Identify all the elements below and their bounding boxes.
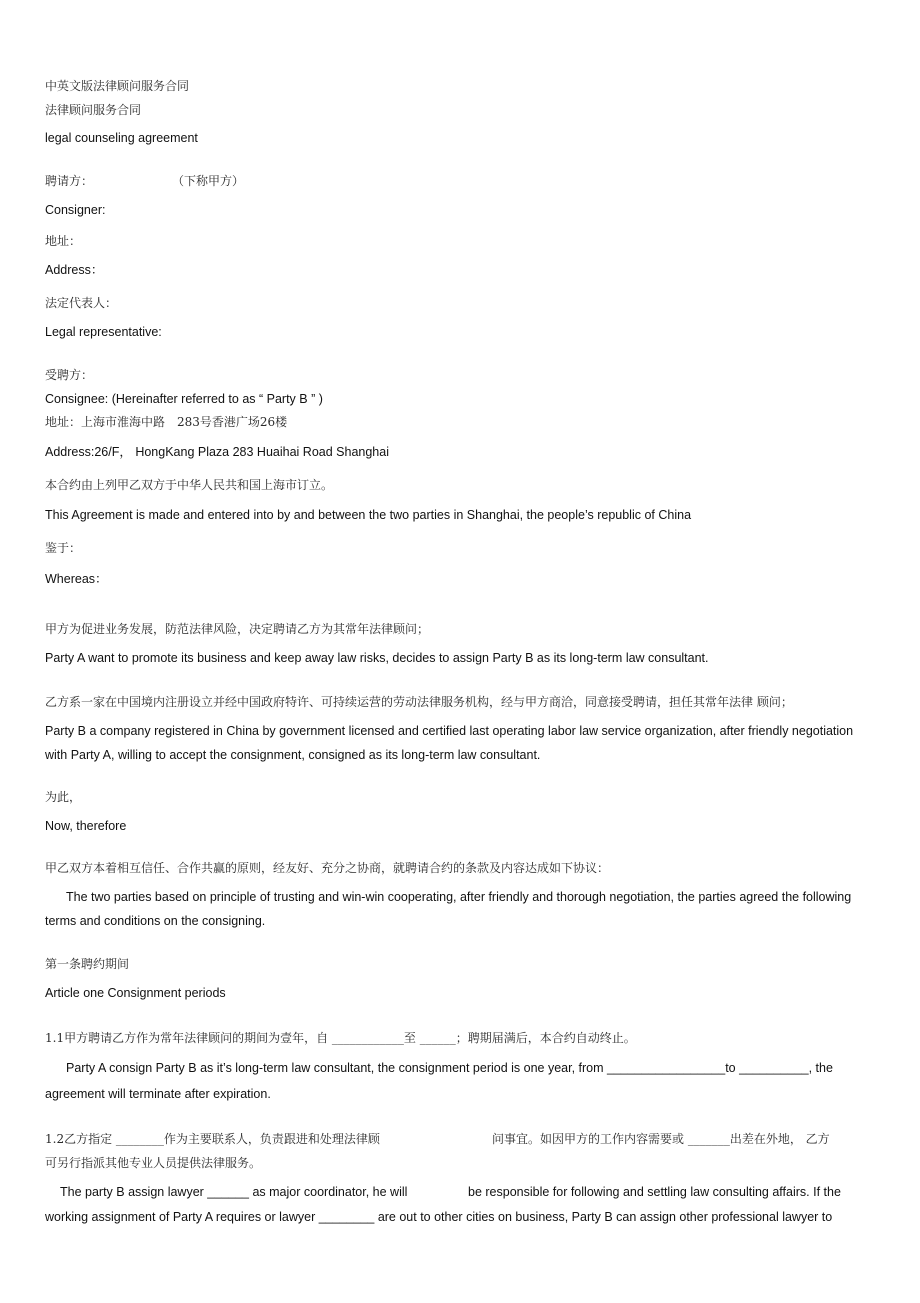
principle-en-line2: terms and conditions on the consigning. [45,914,266,928]
document-title-en: legal counseling agreement [45,131,198,145]
consignee-address-zh: 地址：上海市淮海中路 283号香港广场26楼 [45,415,288,429]
article-one-heading-zh: 第一条聘约期间 [45,957,130,971]
party-a-intent-zh: 甲方为促进业务发展，防范法律风险，决定聘请乙方为其常年法律顾问； [45,622,430,636]
clause-1-2-en-line2: working assignment of Party A requires or lawyer ________ are out to other cities on business, Party B can assign other professional lawyer to [45,1210,833,1224]
legal-rep-label-en: Legal representative: [45,325,162,339]
clause-1-2-zh-line2: 可另行指派其他专业人员提供法律服务。 [45,1156,262,1170]
article-one-heading-en: Article one Consignment periods [45,986,226,1000]
clause-1-2-en-line1-left: The party B assign lawyer ______ as major coordinator, he will [60,1185,408,1199]
party-b-intro-zh: 乙方系一家在中国境内注册设立并经中国政府特许、可持续运营的劳动法律服务机构，经与甲方商洽，同意接受聘请，担任其常年法律 顾问； [45,695,793,709]
clause-1-2-en-line1-right: be responsible for following and settling law consulting affairs. If the [468,1185,841,1199]
consigner-label-en: Consigner: [45,203,106,217]
employee-label-zh: 受聘方： [45,368,94,382]
therefore-zh: 为此， [45,790,82,804]
legal-rep-label-zh: 法定代表人： [45,296,118,310]
made-in-zh: 本合约由上列甲乙双方于中华人民共和国上海市订立。 [45,478,334,492]
employer-label-zh: 聘请方： [45,174,94,188]
clause-1-2-zh-line1-left: 1.2乙方指定 ________作为主要联系人，负责跟进和处理法律顾 [45,1132,380,1146]
clause-1-1-en-line2: agreement will terminate after expiration. [45,1087,271,1101]
clause-1-1-en-line1: Party A consign Party B as it’s long-term law consultant, the consignment period is one year, from _________________to __________, the [66,1061,833,1075]
address-label-zh: 地址： [45,234,82,248]
consignee-line-en: Consignee: (Hereinafter referred to as “ Party B ” ) [45,392,323,406]
document-title-bilingual: 中英文版法律顾问服务合同 [45,79,190,93]
party-a-intent-en: Party A want to promote its business and keep away law risks, decides to assign Party B as its long-term law consultant. [45,651,709,665]
whereas-en: Whereas： [45,572,108,586]
principle-en-line1: The two parties based on principle of trusting and win-win cooperating, after friendly and thorough negotiation, the parties agreed the following [66,890,852,904]
therefore-en: Now, therefore [45,819,127,833]
clause-1-1-zh: 1.1甲方聘请乙方作为常年法律顾问的期间为壹年，自 ____________至 ______；聘期届满后，本合约自动终止。 [45,1031,636,1045]
made-in-en: This Agreement is made and entered into by and between the two parties in Shanghai, the people’s republic of China [45,508,692,522]
address-label-en: Address： [45,263,104,277]
party-b-intro-en-line2: with Party A, willing to accept the consignment, consigned as its long-term law consultant. [45,748,541,762]
document-title-zh: 法律顾问服务合同 [45,103,142,117]
clause-1-2-zh-line1-right: 问事宜。如因甲方的工作内容需要或 _______出差在外地， 乙方 [492,1132,830,1146]
principle-zh: 甲乙双方本着相互信任、合作共赢的原则，经友好、充分之协商，就聘请合约的条款及内容达成如下协议： [45,861,610,875]
employer-note-zh: （下称甲方） [172,174,245,188]
whereas-zh: 鉴于： [45,541,82,555]
party-b-intro-en-line1: Party B a company registered in China by government licensed and certified last operating labor law service organization, after friendly negotiation [45,724,854,738]
consignee-address-en: Address:26/F， HongKang Plaza 283 Huaihai Road Shanghai [45,445,389,459]
